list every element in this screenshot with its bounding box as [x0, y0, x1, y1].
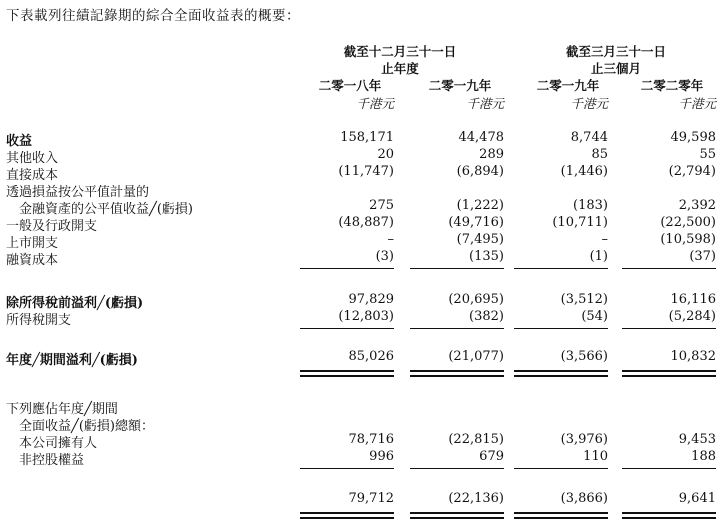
- cell-nci-2018: 996: [369, 449, 394, 464]
- cell-tax-q2020: (5,284): [668, 309, 716, 324]
- total-rule-b2: [410, 375, 504, 377]
- row-label-listing-expenses: 上市開支: [6, 236, 59, 251]
- cell-nci-q2019: 110: [583, 449, 608, 464]
- cell-admin-2018: (48,887): [338, 215, 394, 230]
- subtotal-rule-10: [410, 468, 504, 469]
- row-label-fvtpl-line1: 透過損益按公平值計量的: [6, 185, 150, 200]
- row-label-direct-costs: 直接成本: [6, 168, 59, 183]
- cell-pbt-2018: 97,829: [348, 292, 394, 307]
- cell-other-income-2018: 20: [377, 147, 394, 162]
- cell-finance-2019: (135): [469, 249, 504, 264]
- total-rule-b4: [622, 375, 716, 377]
- column-unit-2: 千港元: [466, 96, 504, 111]
- column-unit-3: 千港元: [570, 96, 608, 111]
- cell-profit-q2019: (3,566): [560, 349, 608, 364]
- column-unit-1: 千港元: [356, 96, 394, 111]
- cell-tax-q2019: (54): [581, 309, 608, 324]
- row-label-owners: 本公司擁有人: [19, 436, 98, 451]
- row-label-income-tax: 所得稅開支: [6, 313, 72, 328]
- cell-fair-value-2019: (1,222): [456, 198, 504, 213]
- cell-profit-2018: 85,026: [348, 349, 394, 364]
- subtotal-rule-12: [622, 468, 716, 469]
- grand-total-rule-a2: [410, 512, 504, 514]
- row-label-other-income: 其他收入: [6, 151, 59, 166]
- grand-total-rule-b1: [300, 517, 394, 519]
- subtotal-rule-9: [300, 468, 394, 469]
- cell-admin-q2020: (22,500): [660, 215, 716, 230]
- column-year-4: 二零二零年: [640, 78, 704, 93]
- subtotal-rule-4: [622, 268, 716, 269]
- subtotal-rule-5: [300, 328, 394, 329]
- subtotal-rule-3: [514, 268, 608, 269]
- cell-fair-value-q2020: 2,392: [678, 198, 716, 213]
- cell-direct-costs-q2019: (1,446): [560, 164, 608, 179]
- cell-listing-q2019: –: [601, 232, 608, 247]
- cell-other-income-2019: 289: [479, 147, 504, 162]
- row-label-attributable-line1: 下列應佔年度╱期間: [6, 402, 118, 417]
- cell-owners-q2019: (3,976): [560, 432, 608, 447]
- cell-finance-q2019: (1): [589, 249, 608, 264]
- subtotal-rule-6: [410, 328, 504, 329]
- total-rule-a3: [514, 370, 608, 372]
- cell-revenue-q2020: 49,598: [670, 130, 716, 145]
- cell-total-2018: 79,712: [348, 491, 394, 506]
- grand-total-rule-b2: [410, 517, 504, 519]
- subtotal-rule-8: [622, 328, 716, 329]
- total-rule-b3: [514, 375, 608, 377]
- row-label-profit-before-tax: 除所得稅前溢利╱(虧損): [6, 296, 144, 311]
- group-header-year-line1: 截至十二月三十一日: [343, 44, 457, 59]
- row-label-finance-costs: 融資成本: [6, 253, 59, 268]
- total-rule-a1: [300, 370, 394, 372]
- subtotal-rule-11: [514, 468, 608, 469]
- cell-nci-q2020: 188: [691, 449, 716, 464]
- cell-pbt-2019: (20,695): [448, 292, 504, 307]
- cell-owners-2019: (22,815): [448, 432, 504, 447]
- cell-tax-2019: (382): [469, 309, 504, 324]
- cell-revenue-2019: 44,478: [458, 130, 504, 145]
- cell-finance-q2020: (37): [689, 249, 716, 264]
- total-rule-b1: [300, 375, 394, 377]
- row-label-revenue: 收益: [6, 134, 33, 149]
- total-rule-a4: [622, 370, 716, 372]
- cell-listing-2018: –: [387, 232, 394, 247]
- column-year-2: 二零一九年: [428, 78, 492, 93]
- group-header-quarter-line1: 截至三月三十一日: [565, 44, 666, 59]
- row-label-attributable-line2: 全面收益╱(虧損)總額：: [19, 419, 154, 434]
- cell-pbt-q2020: 16,116: [670, 292, 716, 307]
- row-label-profit-for-period: 年度╱期間溢利╱(虧損): [6, 353, 138, 368]
- group-header-year-line2: 止年度: [381, 61, 419, 76]
- subtotal-rule-1: [300, 268, 394, 269]
- grand-total-rule-b4: [622, 517, 716, 519]
- cell-admin-2019: (49,716): [448, 215, 504, 230]
- cell-owners-2018: 78,716: [348, 432, 394, 447]
- cell-owners-q2020: 9,453: [678, 432, 716, 447]
- cell-direct-costs-2019: (6,894): [456, 164, 504, 179]
- cell-nci-2019: 679: [479, 449, 504, 464]
- subtotal-rule-7: [514, 328, 608, 329]
- cell-listing-2019: (7,495): [456, 232, 504, 247]
- grand-total-rule-b3: [514, 517, 608, 519]
- column-unit-4: 千港元: [678, 96, 716, 111]
- intro-text: 下表載列往績記錄期的綜合全面收益表的概要：: [6, 8, 300, 24]
- group-header-quarter-line2: 止三個月: [590, 61, 641, 76]
- cell-fair-value-q2019: (183): [573, 198, 608, 213]
- grand-total-rule-a1: [300, 512, 394, 514]
- row-label-admin-expenses: 一般及行政開支: [6, 219, 98, 234]
- cell-finance-2018: (3): [375, 249, 394, 264]
- column-year-3: 二零一九年: [536, 78, 600, 93]
- row-label-nci: 非控股權益: [19, 453, 85, 468]
- cell-direct-costs-2018: (11,747): [338, 164, 394, 179]
- cell-pbt-q2019: (3,512): [560, 292, 608, 307]
- cell-revenue-q2019: 8,744: [570, 130, 608, 145]
- cell-profit-q2020: 10,832: [670, 349, 716, 364]
- total-rule-a2: [410, 370, 504, 372]
- row-label-fvtpl-line2: 金融資產的公平值收益╱(虧損): [19, 202, 193, 217]
- subtotal-rule-2: [410, 268, 504, 269]
- cell-direct-costs-q2020: (2,794): [668, 164, 716, 179]
- cell-fair-value-2018: 275: [369, 198, 394, 213]
- cell-other-income-q2019: 85: [591, 147, 608, 162]
- cell-profit-2019: (21,077): [448, 349, 504, 364]
- cell-revenue-2018: 158,171: [340, 130, 394, 145]
- column-year-1: 二零一八年: [318, 78, 382, 93]
- cell-total-q2019: (3,866): [560, 491, 608, 506]
- cell-listing-q2020: (10,598): [660, 232, 716, 247]
- cell-tax-2018: (12,803): [338, 309, 394, 324]
- cell-total-q2020: 9,641: [678, 491, 716, 506]
- grand-total-rule-a4: [622, 512, 716, 514]
- cell-admin-q2019: (10,711): [552, 215, 608, 230]
- cell-other-income-q2020: 55: [699, 147, 716, 162]
- grand-total-rule-a3: [514, 512, 608, 514]
- cell-total-2019: (22,136): [448, 491, 504, 506]
